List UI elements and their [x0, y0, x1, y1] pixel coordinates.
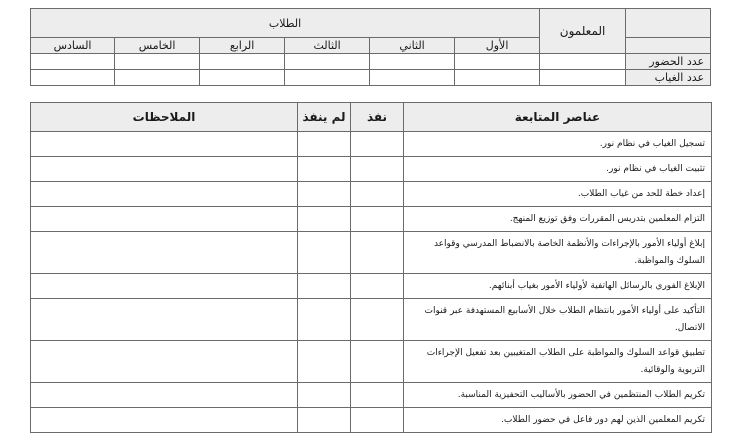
attendance-cell[interactable]: [115, 54, 200, 70]
table-row: [31, 157, 712, 182]
done-cell[interactable]: [351, 383, 404, 408]
followup-item: التزام المعلمين بتدريس المقررات وفق توزيع المنهج.: [404, 207, 712, 232]
attendance-cell[interactable]: [455, 70, 540, 86]
not-done-cell[interactable]: [298, 182, 351, 207]
not-done-cell[interactable]: [298, 157, 351, 182]
followup-item: تسجيل الغياب في نظام نور.: [404, 132, 712, 157]
followup-item: إعداد خطة للحد من غياب الطلاب.: [404, 182, 712, 207]
notes-cell[interactable]: [31, 182, 298, 207]
table-row: [31, 274, 712, 299]
not-done-cell[interactable]: [298, 232, 351, 274]
done-cell[interactable]: [351, 408, 404, 433]
attendance-row-label: عدد الحضور: [626, 54, 711, 70]
not-done-header: لم ينفذ: [298, 103, 351, 132]
table-row: [31, 408, 712, 433]
attendance-cell[interactable]: [540, 70, 626, 86]
not-done-cell[interactable]: [298, 207, 351, 232]
attendance-cell[interactable]: [285, 54, 370, 70]
attendance-cell[interactable]: [115, 70, 200, 86]
grade-header: الرابع: [200, 38, 285, 54]
not-done-cell[interactable]: [298, 408, 351, 433]
attendance-cell[interactable]: [455, 54, 540, 70]
done-cell[interactable]: [351, 207, 404, 232]
done-cell[interactable]: [351, 341, 404, 383]
grade-header: الثاني: [370, 38, 455, 54]
followup-item: تثبيت الغياب في نظام نور.: [404, 157, 712, 182]
notes-cell[interactable]: [31, 132, 298, 157]
table-row: [31, 383, 712, 408]
grade-header: الخامس: [115, 38, 200, 54]
table-row: [31, 207, 712, 232]
notes-cell[interactable]: [31, 207, 298, 232]
table-row: [31, 182, 712, 207]
notes-cell[interactable]: [31, 408, 298, 433]
followup-table: [30, 102, 712, 433]
followup-item: تكريم الطلاب المنتظمين في الحضور بالأساليب التحفيزية المناسبة.: [404, 383, 712, 408]
grade-header: السادس: [31, 38, 115, 54]
table-row: [31, 299, 712, 341]
not-done-cell[interactable]: [298, 299, 351, 341]
table-row: [31, 341, 712, 383]
attendance-cell[interactable]: [200, 54, 285, 70]
followup-items-header: عناصر المتابعة: [404, 103, 712, 132]
followup-item: تكريم المعلمين الذين لهم دور فاعل في حضور الطلاب.: [404, 408, 712, 433]
attendance-cell[interactable]: [370, 54, 455, 70]
students-header: الطلاب: [31, 9, 540, 38]
notes-cell[interactable]: [31, 157, 298, 182]
attendance-cell[interactable]: [285, 70, 370, 86]
attendance-cell[interactable]: [200, 70, 285, 86]
not-done-cell[interactable]: [298, 132, 351, 157]
grade-header: الثالث: [285, 38, 370, 54]
notes-header: الملاحظات: [31, 103, 298, 132]
grade-header: الأول: [455, 38, 540, 54]
done-cell[interactable]: [351, 157, 404, 182]
followup-item: الإبلاغ الفوري بالرسائل الهاتفية لأولياء الأمور بغياب أبنائهم.: [404, 274, 712, 299]
notes-cell[interactable]: [31, 274, 298, 299]
teachers-header: المعلمون: [540, 9, 626, 54]
not-done-cell[interactable]: [298, 274, 351, 299]
notes-cell[interactable]: [31, 341, 298, 383]
table-row: [31, 70, 711, 86]
followup-item: إبلاغ أولياء الأمور بالإجراءات والأنظمة الخاصة بالانضباط المدرسي وقواعد السلوك والمواظبة.: [404, 232, 712, 274]
attendance-cell[interactable]: [31, 54, 115, 70]
notes-cell[interactable]: [31, 383, 298, 408]
attendance-row-label: عدد الغياب: [626, 70, 711, 86]
done-header: نفذ: [351, 103, 404, 132]
attendance-cell[interactable]: [31, 70, 115, 86]
attendance-cell[interactable]: [540, 54, 626, 70]
not-done-cell[interactable]: [298, 341, 351, 383]
done-cell[interactable]: [351, 182, 404, 207]
attendance-cell[interactable]: [370, 70, 455, 86]
not-done-cell[interactable]: [298, 383, 351, 408]
done-cell[interactable]: [351, 299, 404, 341]
followup-item: التأكيد على أولياء الأمور بانتظام الطلاب خلال الأسابيع المستهدفة عبر قنوات الاتصال.: [404, 299, 712, 341]
attendance-table: [30, 8, 711, 86]
followup-item: تطبيق قواعد السلوك والمواظبة على الطلاب المتغيبين بعد تفعيل الإجراءات التربوية والوقائية.: [404, 341, 712, 383]
table-row: [31, 232, 712, 274]
table-row: [31, 54, 711, 70]
notes-cell[interactable]: [31, 232, 298, 274]
notes-cell[interactable]: [31, 299, 298, 341]
done-cell[interactable]: [351, 132, 404, 157]
done-cell[interactable]: [351, 232, 404, 274]
done-cell[interactable]: [351, 274, 404, 299]
table-row: [31, 132, 712, 157]
